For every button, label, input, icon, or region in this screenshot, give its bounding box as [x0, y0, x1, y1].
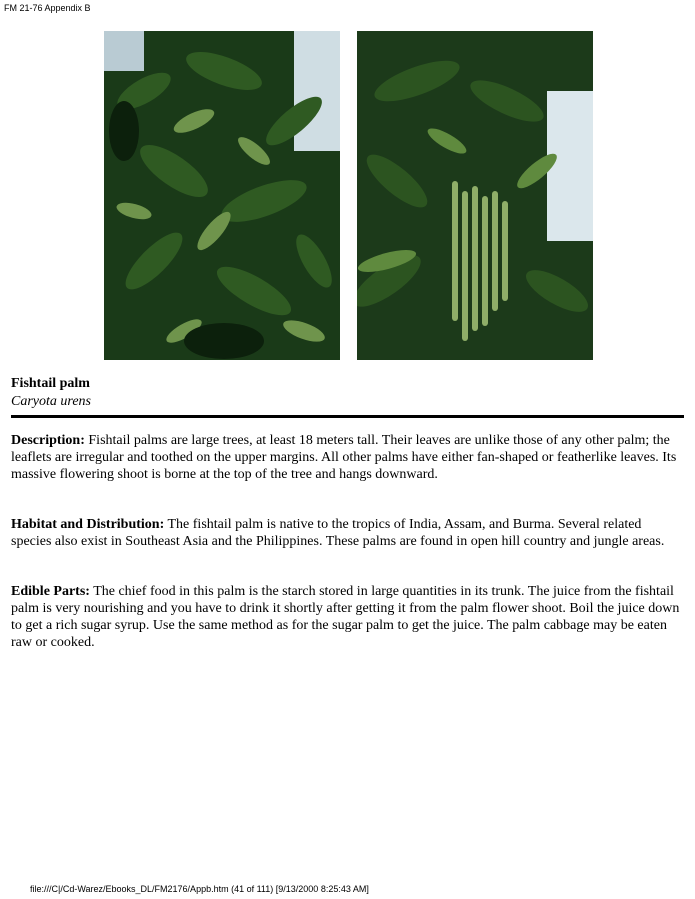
description-text: Fishtail palms are large trees, at least 18 meters tall. Their leaves are unlike those of any other palm; the leaflets are irregular and toothed on the upper margins. All other palms have either fan-shaped or featherlike leaves. Its massive flowering shoot is borne at the top of the tree and hangs downward.: [11, 433, 677, 482]
edible-parts-text: The chief food in this palm is the starch stored in large quantities in its trunk. The juice from the fishtail palm is very nourishing and you have to drink it shortly after getting it from the palm flower shoot. Boil the juice down to get a rich sugar syrup. Use the same method as for the sugar palm to get the juice. The palm cabbage may be eaten raw or cooked.: [11, 584, 680, 650]
habitat-label: Habitat and Distribution:: [11, 517, 165, 532]
habitat-text: The fishtail palm is native to the tropics of India, Assam, and Burma. Several related species also exist in Southeast Asia and the Philippines. These palms are found in open hill country and jungle areas.: [11, 517, 665, 549]
page-footer: file:///C|/Cd-Warez/Ebooks_DL/FM2176/Appb.htm (41 of 111) [9/13/2000 8:25:43 AM]: [30, 884, 369, 894]
fishtail-palm-foliage-photo: [104, 31, 340, 360]
foliage-illustration: [104, 31, 340, 360]
page-header: FM 21-76 Appendix B: [4, 3, 91, 13]
plant-common-name: Fishtail palm: [11, 376, 90, 391]
edible-parts-paragraph: [11, 583, 684, 651]
flowering-shoot-illustration: [357, 31, 593, 360]
habitat-paragraph: [11, 516, 684, 550]
plant-scientific-name: Caryota urens: [11, 394, 91, 409]
description-paragraph: [11, 432, 684, 483]
description-label: Description:: [11, 433, 85, 448]
section-divider: [11, 415, 684, 418]
edible-parts-label: Edible Parts:: [11, 584, 90, 599]
fishtail-palm-flowering-shoot-photo: [357, 31, 593, 360]
